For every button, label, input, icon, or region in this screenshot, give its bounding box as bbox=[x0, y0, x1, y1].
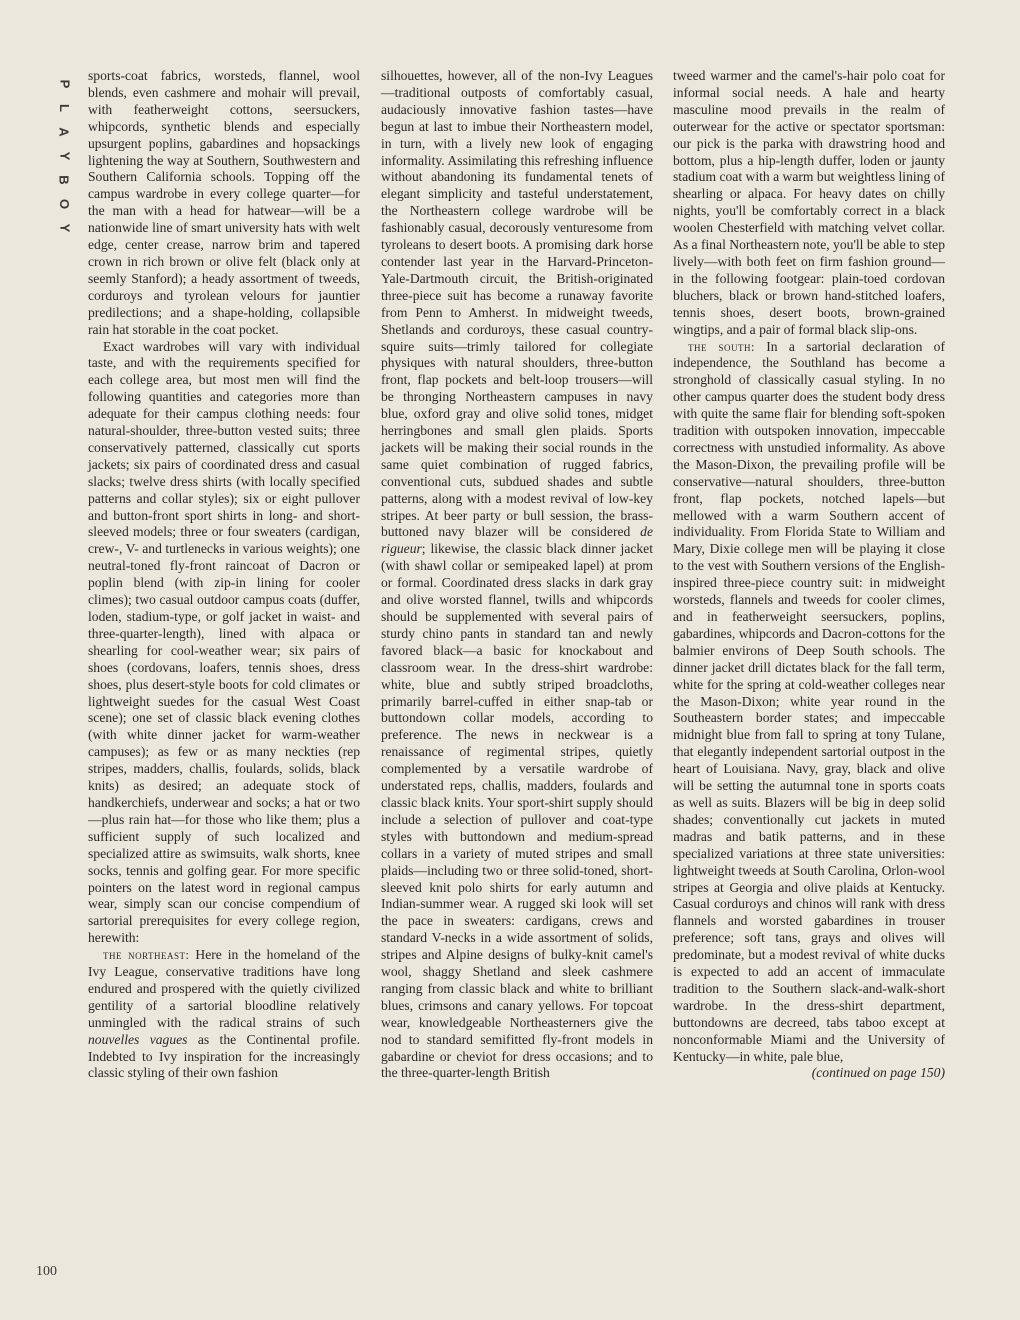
text-column-1 bbox=[88, 68, 360, 1082]
section-label-south: the south: bbox=[688, 339, 755, 354]
continued-note: (continued on page 150) bbox=[811, 1065, 945, 1081]
spine-letter: L bbox=[56, 104, 72, 112]
italic-phrase: de rigueur bbox=[381, 524, 653, 557]
paragraph-south bbox=[673, 339, 945, 1066]
text-run: Here in the homeland of the Ivy League, conservative traditions have long endured and prospered with the quietly civilized gentility of a sartorial bloodline relatively unmingled with the radical strains of such bbox=[88, 947, 360, 1030]
text-run: as the Continental profile. Indebted to Ivy inspiration for the increasingly classic styling of their own fashion bbox=[88, 1031, 360, 1081]
italic-phrase: nouvelles vagues bbox=[88, 1031, 188, 1047]
spine-letter: O bbox=[57, 198, 72, 210]
paragraph: Exact wardrobes will vary with individual taste, and with the requirements specified for each college area, but most men will find the following quantities and categories more than adequate for their campus clothing needs: four natural-shoulder, three-button vested suits; three conservatively patterned, classically cut sports jackets; six pairs of coordinated dress and casual slacks; twelve dress shirts (with locally specified patterns and collar styles); six or eight pullover and button-front sport shirts in long- and short-sleeved models; three or four sweaters (cardigan, crew-, V- and turtlenecks in various weights); one neutral-toned fly-front raincoat of Dacron or poplin blend (with zip-in lining for cooler climes); two casual outdoor campus coats (duffer, loden, stadium-type, or golf jacket in waist- and three-quarter-length), lined with alpaca or shearling for cool-weather wear; six pairs of shoes (cordovans, loafers, tennis shoes, dress shoes, plus desert-style boots for cold climates or lightweight suedes for the casual West Coast scene); one set of classic black evening clothes (with white dinner jacket for warm-weather campuses); as few or as many neckties (rep stripes, madders, challis, foulards, solids, black knits) as desired; an adequate stock of handkerchiefs, underwear and socks; a hat or two—plus rain hat—for those who like them; plus a sufficient supply of such localized and specialized attire as swimsuits, walk shorts, knee socks, tennis and golfing gear. For more specific pointers on the latest word in regional campus wear, simply scan our concise compendium of sartorial prerequisites for every college region, herewith: bbox=[88, 338, 360, 946]
spine-letter: Y bbox=[56, 223, 72, 233]
text-run: In a sartorial declaration of independence, the Southland has become a stronghold of classically casual styling. In no other campus quarter does the student body dress with quite the same flair for blending soft-spoken tradition with outspoken innovation, impeccable correctness with unstudied informality. As above the Mason-Dixon, the prevailing profile will be conservative—natural shoulders, three-button front, flap pockets, notched lapels—but mellowed with a warm Southern accent of individuality. From Florida State to William and Mary, Dixie college men will be playing it close to the vest with Southern versions of the English-inspired three-piece country suit: in midweight worsteds, flannels and tweeds for cooler climes, and in featherweight seersuckers, poplins, gabardines, whipcords and Dacron-cottons for the balmier environs of Deep South schools. The dinner jacket drill dictates black for the fall term, white for the spring at cold-weather colleges near the Mason-Dixon; white year round in the Southeastern border states; and impeccable midnight blue from fall to spring at tony Tulane, that elegantly independent sartorial outpost in the heart of Louisiana. Navy, gray, black and olive will be setting the autumnal tone in sports coats as well as suits. Blazers will be big in deep solid shades; conventionally cut jackets in muted madras and batik patterns, and in these specialized variations at three state universities: lightweight tweeds at South Carolina, Orlon-wool stripes at Georgia and olive plaids at Kentucky. Casual corduroys and chinos will rank with dress flannels and worsted gabardines in trouser preference; soft tans, grays and olives will predominate, but a modest revival of white ducks is expected to add an accent of immaculate tradition to the Southern slack-and-walk-short wardrobe. In the dress-shirt department, buttondowns are decreed, tabs taboo except at nonconformable Miami and the University of Kentucky—in white, pale blue, bbox=[673, 338, 945, 1064]
paragraph bbox=[381, 68, 653, 1082]
paragraph-northeast bbox=[88, 947, 360, 1082]
paragraph: tweed warmer and the camel's-hair polo coat for informal social needs. A hale and hearty masculine mood prevails in the realm of outerwear for the active or spectator sportsman: our pick is the parka with drawstring hood and bottom, plus a hip-length duffer, loden or jaunty stadium coat with a warm but weightless lining of shearling or alpaca. For heavy dates on chilly nights, you'll be comfortably correct in a black woolen Chesterfield with matching velvet collar. As a final Northeastern note, you'll be able to step lively—with both feet on firm fashion ground—in the following footgear: plain-toed cordovan bluchers, black or brown hand-stitched loafers, tennis shoes, desert boots, brown-grained wingtips, and a pair of formal black slip-ons. bbox=[673, 68, 945, 337]
section-label-northeast: the northeast: bbox=[103, 948, 190, 963]
text-column-3 bbox=[673, 68, 945, 1082]
spine-letter: B bbox=[56, 175, 72, 185]
spine-letter: P bbox=[56, 79, 72, 89]
text-run: silhouettes, however, all of the non-Ivy Leagues—traditional outposts of comfortably casual, audaciously innovative fashion tastes—have begun at last to imbue their Northeastern model, in turn, with a lively new look of engaging informality. Assimilating this refreshing influence without abandoning its fundamental tenets of elegant simplicity and tasteful understatement, the Northeastern college wardrobe will be fashionably casual, decorously venturesome from tyroleans to desert boots. A promising dark horse contender last year in the Harvard-Princeton-Yale-Dartmouth circuit, the British-originated three-piece suit has become a runaway favorite from Penn to Amherst. In midweight tweeds, Shetlands and corduroys, these casual country-squire suits—trimly tailored for collegiate physiques with natural shoulders, three-button front, flap pockets and belt-loop trousers—will be thronging Northeastern campuses in navy blue, oxford gray and olive solid tones, midget herringbones and small glen plaids. Sports jackets will be making their social rounds in the same quiet combination of rugged fabrics, conventional cuts, subdued shades and subtle patterns, along with a modest revival of low-key stripes. At beer party or bull session, the brass-buttoned navy blazer will be considered bbox=[381, 68, 653, 540]
text-column-2 bbox=[381, 68, 653, 1082]
spine-letter: Y bbox=[56, 151, 72, 161]
paragraph: sports-coat fabrics, worsteds, flannel, wool blends, even cashmere and mohair will prevail, with featherweight cottons, seersuckers, whipcords, synthetic blends and especially upsurgent poplins, gabardines and hopsackings lightening the way at Southern, Southwestern and Southern California schools. Topping off the campus wardrobe in every college quarter—for the man with a head for hatwear—will be a nationwide line of smart university hats with welt edge, center crease, narrow brim and tapered crown in rich brown or olive felt (black only at seemly Stanford); a heady assortment of tweeds, corduroys and tyrolean velours for jauntier predilections; and a shape-holding, collapsible rain hat storable in the coat pocket. bbox=[88, 68, 360, 337]
page-number: 100 bbox=[36, 1264, 57, 1279]
spine-letter: A bbox=[56, 127, 72, 137]
text-run: ; likewise, the classic black dinner jacket (with shawl collar or semipeaked lapel) at prom or formal. Coordinated dress slacks in dark gray and olive worsted flannel, twills and whipcords should be supplemented with several pairs of sturdy chino pants in standard tan and newly favored black—a basic for knockabout and classroom wear. In the dress-shirt wardrobe: white, blue and subtly striped broadcloths, primarily barrel-cuffed in either snap-tab or buttondown collar models, according to preference. The news in neckwear is a renaissance of regimental stripes, quietly complemented by a versatile wardrobe of understated reps, challis, madders, foulards and classic black knits. Your sport-shirt supply should include a selection of pullover and coat-type styles with buttondown and medium-spread collars in a variety of muted stripes and small plaids—including two or three solid-toned, short-sleeved knit polo shirts for early autumn and Indian-summer wear. A rugged ski look will set the pace in sweaters: cardigans, crews and standard V-necks in a wide assortment of solids, stripes and Alpine designs of bulky-knit camel's wool, shaggy Shetland and sleek cashmere ranging from classic black and white to brilliant blues, crimsons and canary yellows. For topcoat wear, knowledgeable Northeasterners give the nod to standard semifitted fly-front models in gabardine or cheviot for dress occasions; and to the three-quarter-length British bbox=[381, 541, 653, 1081]
magazine-spine-title bbox=[52, 72, 70, 240]
